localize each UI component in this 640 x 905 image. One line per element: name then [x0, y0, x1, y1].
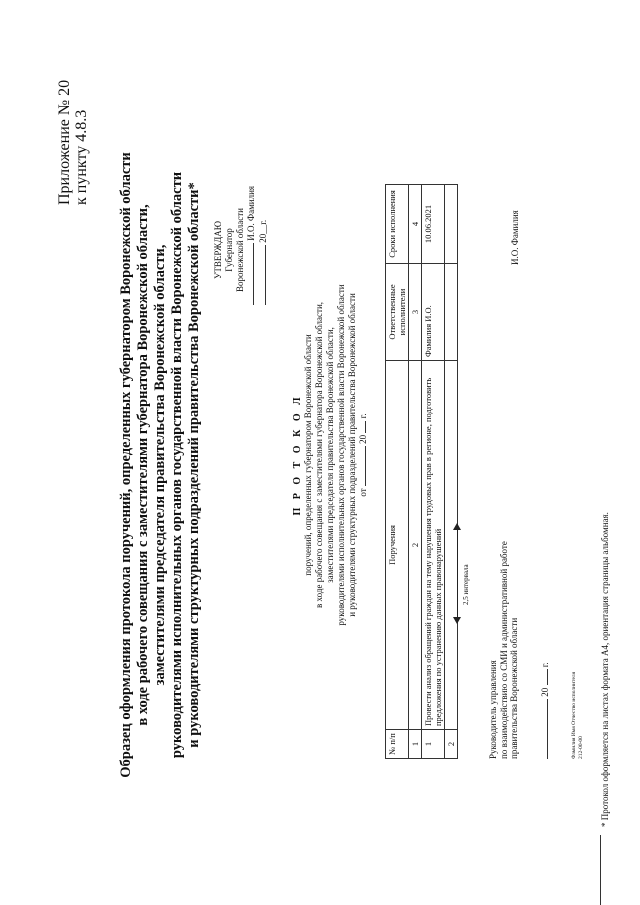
interval-label: 2,5 интервала — [462, 564, 470, 605]
header-executors: Ответственные исполнители — [386, 264, 409, 361]
approve-position: Губернатор — [224, 228, 234, 272]
appendix-number: Приложение № 20 — [56, 79, 73, 205]
signatory-line: правительства Воронежской области — [509, 617, 519, 759]
document-title — [118, 125, 203, 805]
protocol-header — [292, 225, 369, 685]
approve-word: УТВЕРЖДАЮ — [213, 221, 223, 280]
executor-note — [571, 672, 585, 759]
row-number: 1 — [422, 730, 445, 759]
row-term — [445, 185, 458, 264]
row-executor: Фамилия И.О. — [422, 264, 445, 361]
signatory-name: И.О. Фамилия — [510, 210, 520, 265]
table-row — [445, 185, 458, 759]
protocol-word: П Р О Т О К О Л — [292, 394, 303, 516]
footnote: * Протокол оформляется на листах формата А4, ориентация страницы альбомная. — [600, 512, 610, 827]
executor-phone: 212-00-00 — [578, 736, 584, 759]
protocol-line: в ходе рабочего совещания с заместителями губернатора Воронежской области, — [314, 301, 324, 609]
signature-line — [253, 243, 254, 305]
title-line: руководителями исполнительных органов государственной власти Воронежской области — [169, 171, 185, 759]
table-row — [422, 185, 445, 759]
protocol-line: руководителями исполнительных органов государственной власти Воронежской области — [336, 284, 346, 626]
footnote-rule — [600, 835, 601, 905]
arrow-right-icon — [453, 523, 461, 530]
protocol-line: и руководителями структурных подразделений правительства Воронежской области — [347, 293, 357, 617]
row-order: Провести анализ обращений граждан на тему нарушения трудовых прав в регионе, подготовить предложения по устранению данных правонарушений — [422, 361, 445, 730]
table-header-row — [386, 185, 409, 759]
protocol-line: поручений, определенных губернатором Воронежской области — [303, 334, 313, 576]
signatory-block — [488, 541, 520, 759]
arrow-left-icon — [453, 617, 461, 624]
table-numbering-row — [409, 185, 422, 759]
signature-date: 20 г. — [540, 662, 550, 759]
column-number: 3 — [409, 264, 422, 361]
header-number: № п/п — [386, 730, 409, 759]
column-number: 4 — [409, 185, 422, 264]
date-line — [265, 245, 266, 305]
header-terms: Сроки исполнения — [386, 185, 409, 264]
protocol-date: от 20 г. — [358, 413, 368, 497]
approval-block — [213, 195, 246, 305]
approve-date: 20__г. — [258, 219, 268, 243]
row-order — [445, 361, 458, 730]
row-executor — [445, 264, 458, 361]
column-number: 2 — [409, 361, 422, 730]
executor-name: Фамилия Имя Отчество исполнителя — [571, 671, 577, 759]
appendix-point: к пункту 4.8.3 — [73, 109, 90, 205]
interval-arrow-line — [457, 528, 458, 620]
title-line: заместителями председателя правительства Воронежской области, — [152, 244, 168, 686]
title-line: в ходе рабочего совещания с заместителями губернатора Воронежской области, — [135, 204, 151, 726]
title-line: и руководителями структурных подразделений правительства Воронежской области* — [186, 182, 202, 748]
row-term: 10.06.2021 — [422, 185, 445, 264]
column-number: 1 — [409, 730, 422, 759]
header-orders: Поручения — [386, 361, 409, 730]
orders-table — [385, 184, 458, 759]
approve-region: Воронежской области — [235, 208, 245, 292]
row-number: 2 — [445, 730, 458, 759]
signatory-line: по взаимодействию со СМИ и административной работе — [498, 541, 509, 759]
signatory-line: Руководитель управления — [488, 660, 498, 759]
title-line: Образец оформления протокола поручений, определенных губернатором Воронежской области — [118, 152, 134, 778]
approver-name: И.О. Фамилия — [246, 185, 256, 241]
appendix-heading — [56, 80, 90, 205]
approval-signature — [246, 175, 268, 305]
protocol-line: заместителями председателя правительства Воронежской области, — [325, 327, 335, 583]
